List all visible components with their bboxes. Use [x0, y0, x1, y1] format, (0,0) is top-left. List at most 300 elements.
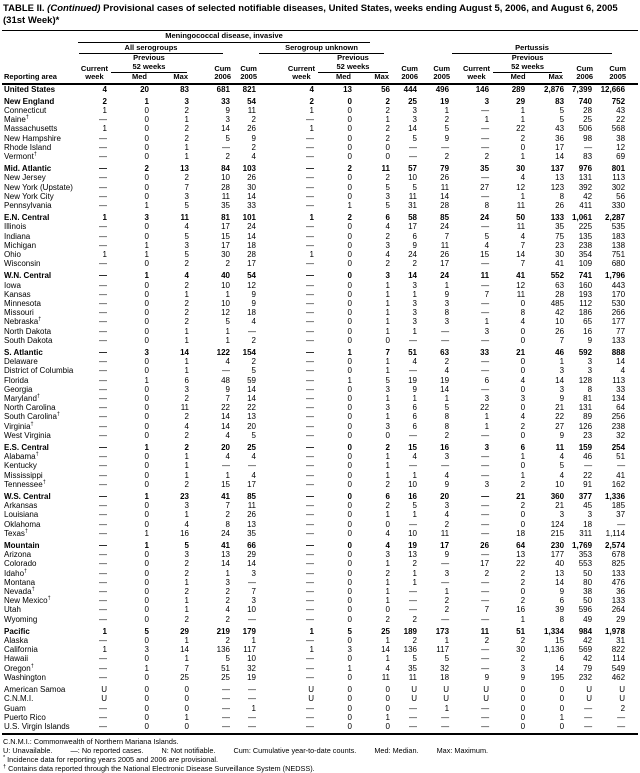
reporting-area-cell: Nevada† — [4, 586, 35, 597]
value-cell: 18 — [440, 672, 450, 682]
value-cell: 29 — [516, 96, 526, 106]
value-cell: 1 — [559, 712, 565, 722]
reporting-area-cell: Delaware — [4, 357, 38, 367]
value-cell: 1 — [184, 654, 189, 664]
table-row — [2, 713, 638, 722]
value-cell: — — [99, 271, 107, 281]
value-cell: 137 — [550, 164, 565, 174]
value-cell: — — [481, 654, 490, 664]
value-cell: 35 — [555, 222, 565, 232]
value-cell: 0 — [347, 577, 352, 587]
reporting-area-cell: Mountain — [4, 541, 40, 551]
value-cell: 85 — [247, 492, 256, 502]
value-cell: 1 — [385, 412, 390, 422]
value-cell: 16 — [583, 326, 593, 336]
value-cell: 179 — [242, 626, 256, 636]
filler-cell — [626, 290, 638, 299]
value-cell: 0 — [520, 430, 526, 440]
col-header-current-week: Current week — [78, 54, 108, 84]
footnote-provisional: * Incidence data for reporting years 2005 and 2006 are provisional. — [3, 754, 219, 765]
value-cell: 21 — [516, 347, 526, 357]
value-cell: — — [481, 308, 490, 318]
value-cell: 109 — [578, 259, 593, 269]
value-cell: 131 — [578, 403, 593, 413]
value-cell: — — [481, 280, 490, 290]
value-cell: 0 — [347, 240, 352, 250]
value-cell: 1 — [385, 577, 390, 587]
value-cell: 2 — [184, 443, 189, 453]
value-cell: 117 — [243, 645, 256, 655]
value-cell: 14 — [555, 663, 565, 673]
value-cell: 22 — [516, 559, 526, 569]
value-cell: 154 — [242, 347, 256, 357]
value-cell: 5 — [444, 403, 450, 413]
filler-cell — [626, 431, 638, 440]
value-cell: 4 — [559, 470, 565, 480]
value-cell: — — [306, 470, 314, 480]
value-cell: 678 — [611, 550, 626, 560]
value-cell: 1 — [385, 326, 390, 336]
table-row — [2, 529, 638, 538]
value-cell: — — [99, 298, 107, 308]
value-cell: 592 — [578, 347, 593, 357]
value-cell: — — [99, 357, 107, 367]
footnote-cnmi: C.N.M.I.: Commonwealth of Northern Mariana Islands. — [3, 737, 179, 747]
value-cell: 42 — [583, 191, 593, 201]
value-cell: — — [409, 596, 417, 606]
value-cell: 2 — [385, 479, 390, 489]
value-cell: 12 — [221, 308, 230, 318]
reporting-area-cell: Montana — [4, 577, 36, 587]
value-cell: 7 — [484, 605, 490, 615]
value-cell: 1 — [184, 605, 189, 615]
value-cell: 83 — [180, 84, 189, 94]
value-cell: 51 — [221, 663, 230, 673]
value-cell: 553 — [578, 559, 593, 569]
value-cell: — — [222, 685, 230, 695]
table-row — [2, 366, 638, 375]
value-cell: 3 — [484, 443, 490, 453]
value-cell: 330 — [611, 200, 626, 210]
value-cell: 825 — [611, 559, 626, 569]
value-cell: 0 — [347, 308, 352, 318]
value-cell: 0 — [520, 366, 526, 376]
filler-cell — [626, 510, 638, 519]
value-cell: 1 — [225, 326, 230, 336]
value-cell: 1 — [385, 712, 390, 722]
reporting-area-cell: New Hampshire — [4, 133, 61, 143]
value-cell: 3 — [385, 191, 390, 201]
value-cell: 6 — [385, 213, 390, 223]
value-cell: 1 — [385, 596, 390, 606]
value-cell: — — [441, 577, 450, 587]
value-cell: 0 — [520, 384, 526, 394]
value-cell: 42 — [555, 308, 565, 318]
value-cell: 0 — [347, 403, 352, 413]
filler-cell — [626, 664, 638, 673]
table-row — [2, 210, 638, 222]
value-cell: 4 — [225, 452, 230, 462]
value-cell: 3 — [225, 115, 230, 125]
value-cell: 2 — [520, 654, 526, 664]
value-cell: — — [99, 421, 107, 431]
value-cell: 3 — [444, 501, 450, 511]
value-cell: 11 — [247, 501, 256, 511]
value-cell: 3 — [484, 394, 490, 403]
value-cell: 23 — [180, 492, 189, 502]
value-cell: 83 — [555, 96, 565, 106]
value-cell: 1 — [184, 510, 189, 520]
reporting-area-cell: Arkansas — [4, 501, 38, 511]
value-cell: 4 — [385, 528, 390, 538]
value-cell: 30 — [516, 164, 526, 174]
value-cell: 0 — [144, 403, 149, 413]
value-cell: 11 — [381, 672, 390, 682]
value-cell: 476 — [611, 577, 626, 587]
value-cell: — — [306, 317, 314, 327]
value-cell: — — [306, 357, 314, 367]
value-cell: 32 — [616, 430, 626, 440]
value-cell: 84 — [221, 164, 230, 174]
value-cell: — — [306, 289, 314, 299]
value-cell: 37 — [616, 510, 626, 520]
value-cell: 1 — [184, 452, 189, 462]
value-cell: 14 — [247, 394, 256, 403]
table-row — [2, 520, 638, 529]
value-cell: 1 — [144, 200, 149, 210]
value-cell: — — [99, 222, 107, 232]
value-cell: 2 — [484, 568, 490, 578]
blank-cell — [626, 43, 638, 55]
value-cell: 14 — [440, 191, 450, 201]
value-cell: 4 — [520, 412, 526, 422]
value-cell: 20 — [247, 421, 256, 431]
value-cell: 3 — [385, 421, 390, 431]
filler-cell — [626, 461, 638, 470]
value-cell: 1 — [144, 541, 149, 551]
filler-cell — [626, 259, 638, 268]
value-cell: — — [441, 461, 450, 471]
filler-cell — [626, 210, 638, 222]
value-cell: 9 — [251, 133, 256, 143]
value-cell: 680 — [611, 259, 626, 269]
value-cell: 751 — [611, 249, 626, 259]
value-cell: 10 — [221, 298, 230, 308]
table-row — [2, 615, 638, 624]
value-cell: 3 — [587, 366, 593, 376]
value-cell: — — [99, 712, 107, 722]
value-cell: 0 — [144, 105, 149, 115]
table-row — [2, 578, 638, 587]
title-continued: (Continued) — [47, 3, 101, 14]
value-cell: 2 — [520, 421, 526, 431]
value-cell: 0 — [385, 519, 390, 529]
value-cell: 377 — [578, 492, 593, 502]
value-cell: 2 — [225, 510, 230, 520]
table-row — [2, 452, 638, 461]
table-row — [2, 587, 638, 596]
value-cell: 136 — [403, 645, 417, 655]
filler-cell — [626, 520, 638, 529]
value-cell: 5 — [184, 200, 189, 210]
reporting-area-cell: New Jersey — [4, 173, 46, 183]
value-cell: — — [441, 614, 450, 624]
value-cell: — — [99, 654, 107, 664]
table-row — [2, 673, 638, 682]
value-cell: — — [99, 173, 107, 183]
value-cell: 5 — [225, 317, 230, 327]
value-cell: — — [306, 528, 314, 538]
value-cell: 3 — [385, 271, 390, 281]
col-header-reporting-area: Reporting area — [2, 54, 78, 84]
value-cell: 14 — [381, 645, 390, 655]
value-cell: 256 — [611, 412, 626, 422]
value-cell: 51 — [516, 626, 526, 636]
value-cell: 12,666 — [600, 84, 626, 94]
value-cell: 3 — [144, 645, 149, 655]
value-cell: 2 — [385, 105, 390, 115]
value-cell: U — [101, 685, 107, 695]
value-cell: 23 — [583, 430, 593, 440]
value-cell: 0 — [559, 703, 565, 713]
value-cell: 1 — [444, 636, 450, 646]
value-cell: 0 — [144, 614, 149, 624]
value-cell: 3 — [144, 213, 149, 223]
value-cell: 530 — [611, 298, 626, 308]
value-cell: — — [222, 712, 230, 722]
reporting-area-cell: Maine† — [4, 114, 29, 125]
filler-cell — [626, 299, 638, 308]
filler-cell — [626, 345, 638, 357]
value-cell: 16 — [440, 443, 450, 453]
value-cell: 6 — [484, 375, 490, 385]
value-cell: — — [306, 231, 314, 241]
value-cell: 2,287 — [605, 213, 626, 223]
value-cell: 1 — [184, 335, 189, 345]
value-cell: 2 — [251, 335, 256, 345]
value-cell: 6 — [385, 492, 390, 502]
value-cell: 1 — [520, 452, 526, 462]
col-header-cum-2005: Cum 2005 — [418, 54, 450, 84]
value-cell: 0 — [520, 510, 526, 520]
value-cell: 1 — [184, 577, 189, 587]
value-cell: 3 — [520, 663, 526, 673]
value-cell: 215 — [550, 528, 565, 538]
value-cell: 13 — [247, 412, 256, 422]
value-cell: — — [99, 519, 107, 529]
reporting-area-cell: Maryland† — [4, 393, 40, 403]
value-cell: 1 — [385, 317, 390, 327]
value-cell: 2 — [184, 133, 189, 143]
filler-cell — [626, 250, 638, 259]
value-cell: 4 — [184, 222, 189, 232]
value-cell: 64 — [616, 403, 626, 413]
value-cell: 14 — [221, 412, 230, 422]
reporting-area-cell: Connecticut — [4, 105, 47, 115]
value-cell: 48 — [221, 375, 230, 385]
value-cell: — — [99, 703, 107, 713]
value-cell: 8 — [559, 614, 565, 624]
reporting-area-cell: Virginia† — [4, 420, 34, 431]
value-cell: 159 — [578, 443, 593, 453]
reporting-area-cell: Hawaii — [4, 654, 29, 664]
value-cell: 5 — [251, 430, 256, 440]
value-cell: — — [99, 541, 107, 551]
value-cell: 0 — [144, 412, 149, 422]
value-cell: 0 — [559, 685, 565, 695]
table-row — [2, 308, 638, 317]
value-cell: 3 — [184, 384, 189, 394]
value-cell: 2 — [412, 559, 417, 569]
value-cell: 22 — [221, 403, 230, 413]
value-cell: 13 — [408, 550, 417, 560]
table-row — [2, 290, 638, 299]
value-cell: — — [481, 501, 490, 511]
value-cell: 19 — [408, 541, 417, 551]
value-cell: 122 — [216, 347, 230, 357]
reporting-area-cell: Puerto Rico — [4, 712, 46, 722]
value-cell: U — [443, 694, 450, 704]
value-cell: 7 — [225, 394, 230, 403]
value-cell: — — [481, 259, 490, 269]
value-cell: 13 — [343, 84, 352, 94]
value-cell: — — [99, 164, 107, 174]
filler-cell — [626, 134, 638, 143]
value-cell: 10 — [221, 173, 230, 183]
value-cell: 1 — [225, 289, 230, 299]
value-cell: 2 — [184, 568, 189, 578]
value-cell: 1 — [184, 326, 189, 336]
value-cell: 6 — [412, 403, 417, 413]
value-cell: 7 — [225, 501, 230, 511]
table-row — [2, 704, 638, 713]
value-cell: 0 — [520, 142, 526, 152]
value-cell: 506 — [578, 124, 593, 134]
value-cell: 103 — [242, 164, 256, 174]
value-cell: 24 — [480, 213, 490, 223]
value-cell: 2 — [184, 280, 189, 290]
table-row — [2, 232, 638, 241]
value-cell: 7 — [385, 347, 390, 357]
value-cell: 4 — [520, 173, 526, 183]
value-cell: 3 — [184, 191, 189, 201]
value-cell: 3 — [412, 308, 417, 318]
value-cell: 5 — [184, 231, 189, 241]
table-row — [2, 94, 638, 106]
value-cell: 353 — [578, 550, 593, 560]
value-cell: 0 — [347, 614, 352, 624]
value-cell: 2 — [251, 115, 256, 125]
value-cell: 1 — [385, 357, 390, 367]
value-cell: 4 — [184, 519, 189, 529]
value-cell: — — [306, 375, 314, 385]
value-cell: 0 — [347, 636, 352, 646]
col-header-med: Med — [510, 72, 526, 81]
filler-cell — [626, 452, 638, 461]
filler-cell — [626, 529, 638, 538]
value-cell: 98 — [583, 133, 593, 143]
value-cell: 2 — [520, 596, 526, 606]
value-cell: — — [306, 614, 314, 624]
value-cell: 11 — [381, 164, 390, 174]
value-cell: — — [584, 703, 593, 713]
value-cell: 17 — [247, 259, 256, 269]
value-cell: 51 — [616, 452, 626, 462]
value-cell: 821 — [242, 84, 256, 94]
value-cell: 2 — [444, 519, 450, 529]
value-cell: 66 — [247, 541, 256, 551]
table-row — [2, 596, 638, 605]
value-cell: 58 — [408, 213, 417, 223]
value-cell: — — [306, 222, 314, 232]
value-cell: 3 — [412, 317, 417, 327]
value-cell: — — [409, 335, 417, 345]
value-cell: 18 — [247, 240, 256, 250]
table-row — [2, 550, 638, 559]
value-cell: 113 — [612, 173, 626, 183]
value-cell: 3 — [184, 501, 189, 511]
reporting-area-cell: Kentucky — [4, 461, 37, 471]
value-cell: — — [481, 384, 490, 394]
value-cell: 14 — [408, 124, 417, 134]
value-cell: 22 — [480, 403, 490, 413]
value-cell: 10 — [247, 605, 256, 615]
value-cell: 1,114 — [605, 528, 626, 538]
value-cell: 6 — [520, 443, 526, 453]
blank-cell — [2, 43, 78, 55]
value-cell: 1 — [412, 470, 417, 480]
value-cell: 177 — [611, 317, 626, 327]
filler-cell — [626, 317, 638, 326]
value-cell: — — [306, 394, 314, 403]
value-cell: 9 — [484, 672, 490, 682]
value-cell: 0 — [520, 712, 526, 722]
filler-cell — [626, 624, 638, 636]
value-cell: — — [222, 694, 230, 704]
value-cell: — — [306, 443, 314, 453]
value-cell: 9 — [559, 394, 565, 403]
value-cell: — — [481, 133, 490, 143]
value-cell: 11 — [516, 200, 526, 210]
value-cell: 63 — [440, 347, 450, 357]
value-cell: 4 — [385, 663, 390, 673]
value-cell: 29 — [180, 626, 189, 636]
value-cell: — — [306, 133, 314, 143]
value-cell: 4 — [520, 231, 526, 241]
value-cell: 219 — [216, 626, 230, 636]
value-cell: 1 — [184, 357, 189, 367]
value-cell: 30 — [555, 249, 565, 259]
value-cell: 5 — [184, 541, 189, 551]
value-cell: 1 — [225, 568, 230, 578]
group-header-all-serogroups: All serogroups — [78, 43, 257, 55]
filler-cell — [626, 327, 638, 336]
table-row — [2, 636, 638, 645]
value-cell: 1 — [144, 663, 149, 673]
value-cell: — — [306, 308, 314, 318]
value-cell: U — [308, 685, 314, 695]
value-cell: 289 — [511, 84, 526, 94]
value-cell: 22 — [247, 403, 256, 413]
value-cell: 89 — [583, 412, 593, 422]
value-cell: 11 — [408, 191, 417, 201]
abbreviation-definition: U: Unavailable. — [3, 746, 53, 756]
value-cell: 238 — [578, 240, 593, 250]
value-cell: 135 — [578, 231, 593, 241]
blank-cell — [2, 31, 78, 43]
value-cell: 0 — [144, 519, 149, 529]
value-cell: 15 — [555, 636, 565, 646]
